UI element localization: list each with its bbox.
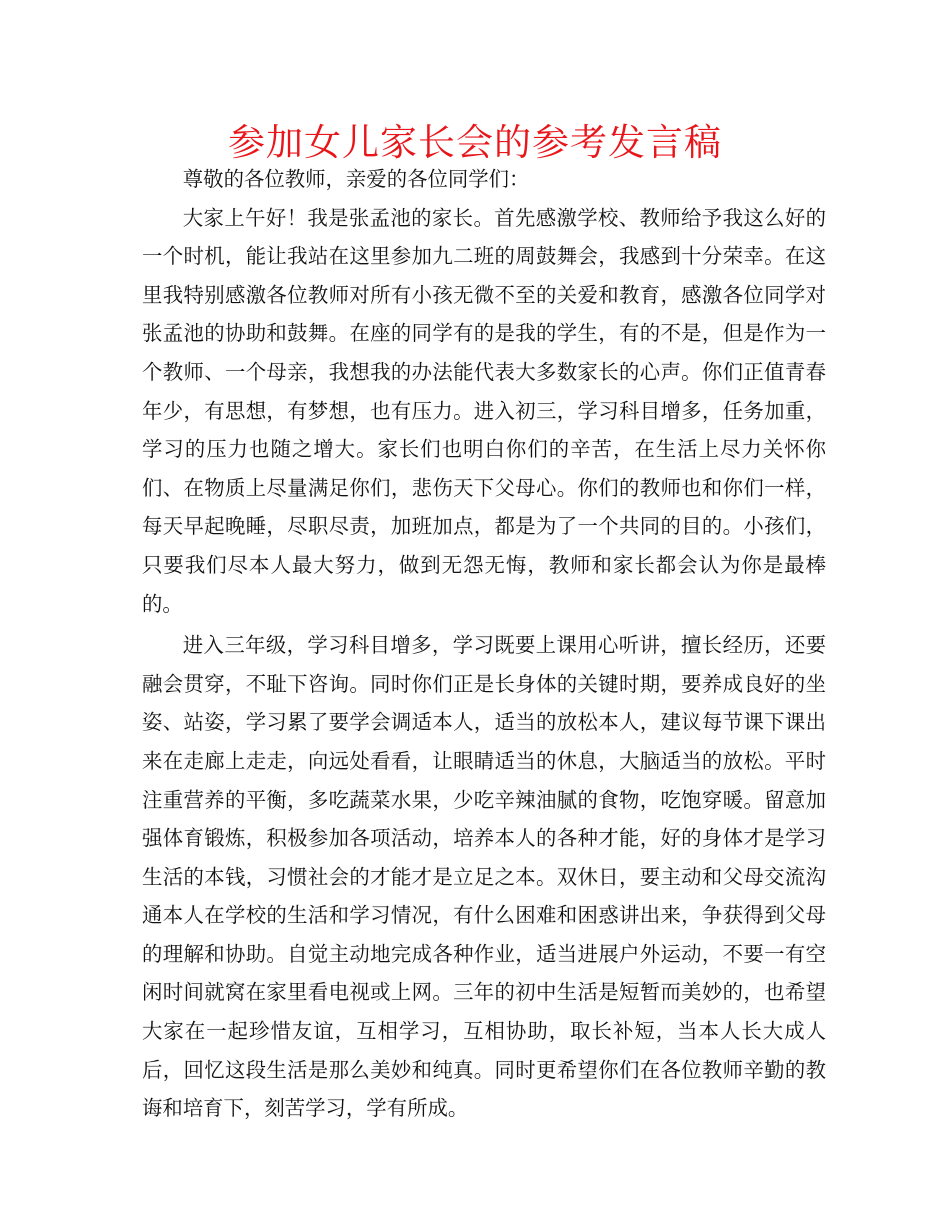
salutation: 尊敬的各位教师，亲爱的各位同学们： [182,167,530,191]
document-body [142,160,826,1128]
paragraph-1: 大家上午好！我是张孟池的家长。首先感激学校、教师给予我这么好的一个时机，能让我站在这里参加九二班的周鼓舞会，我感到十分荣幸。在这里我特别感激各位教师对所有小孩无微不至的关爱和教育，感激各位同学对张孟池的协助和鼓舞。在座的同学有的是我的学生，有的不是，但是作为一个教师、一个母亲，我想我的办法能代表大多数家长的心声。你们正值青春年少，有思想，有梦想，也有压力。进入初三，学习科目增多，任务加重，学习的压力也随之增大。家长们也明白你们的辛苦，在生活上尽力关怀你们、在物质上尽量满足你们，悲伤天下父母心。你们的教师也和你们一样，每天早起晚睡，尽职尽责，加班加点，都是为了一个共同的目的。小孩们，只要我们尽本人最大努力，做到无怨无悔，教师和家长都会认为你是最棒的。 [142,205,826,616]
document-title: 参加女儿家长会的参考发言稿 [228,121,722,164]
paragraph-2: 进入三年级，学习科目增多，学习既要上课用心听讲，擅长经历，还要融会贯穿，不耻下咨询。同时你们正是长身体的关键时期，要养成良好的坐姿、站姿，学习累了要学会调适本人，适当的放松本人，建议每节课下课出来在走廊上走走，向远处看看，让眼睛适当的休息，大脑适当的放松。平时注重营养的平衡，多吃蔬菜水果，少吃辛辣油腻的食物，吃饱穿暖。留意加强体育锻炼，积极参加各项活动，培养本人的各种才能，好的身体才是学习生活的本钱，习惯社会的才能才是立足之本。双休日，要主动和父母交流沟通本人在学校的生活和学习情况，有什么困难和困惑讲出来，争获得到父母的理解和协助。自觉主动地完成各种作业，适当进展户外运动，不要一有空闲时间就窝在家里看电视或上网。三年的初中生活是短暂而美妙的，也希望大家在一起珍惜友谊，互相学习，互相协助，取长补短，当本人长大成人后，回忆这段生活是那么美妙和纯真。同时更希望你们在各位教师辛勤的教诲和培育下，刻苦学习，学有所成。 [142,633,826,1121]
